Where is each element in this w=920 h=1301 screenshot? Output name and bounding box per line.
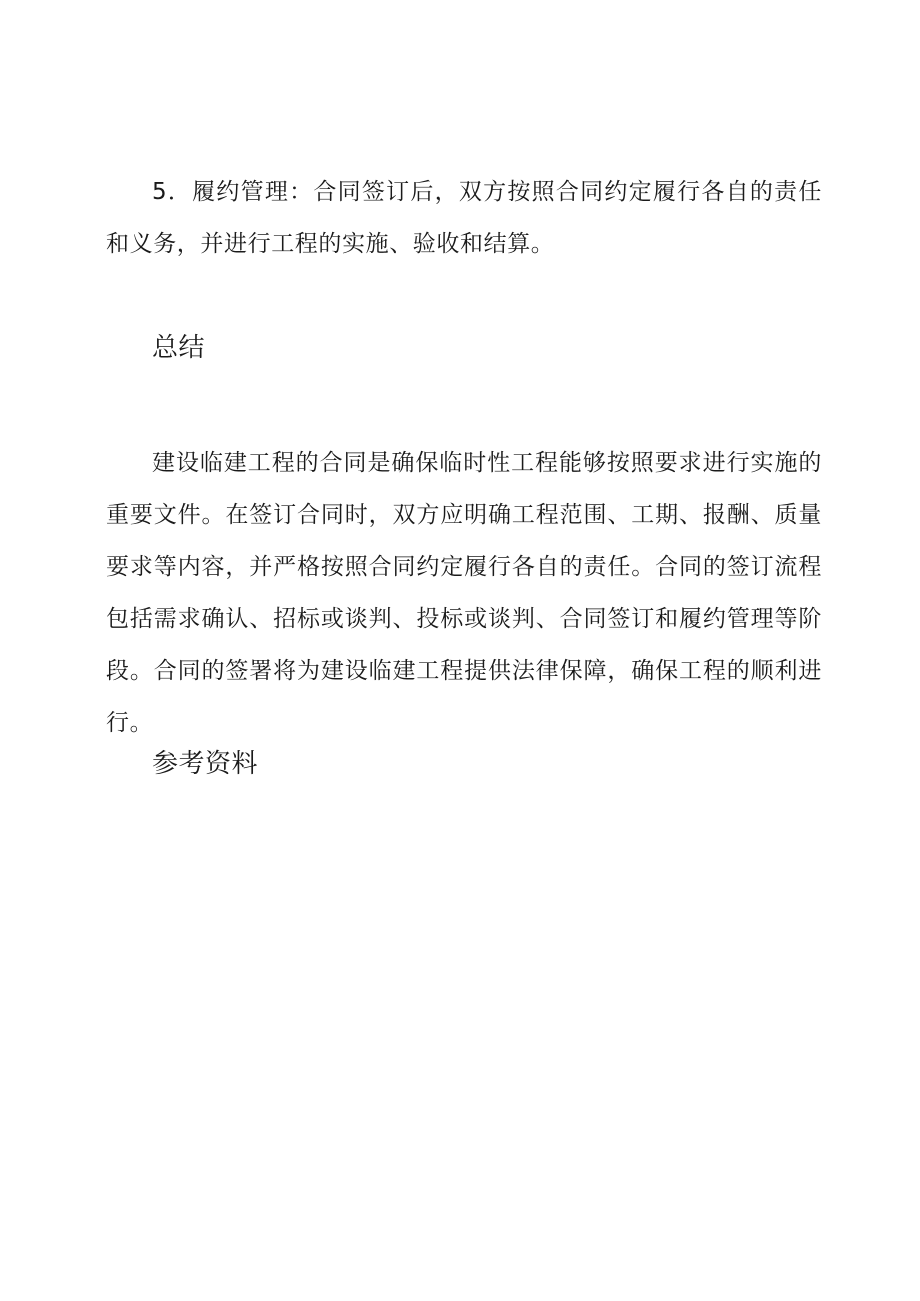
summary-heading: 总结 (152, 333, 206, 363)
summary-paragraph: 建设临建工程的合同是确保临时性工程能够按照要求进行实施的重要文件。在签订合同时，双方应明确工程范围、工期、报酬、质量要求等内容，并严格按照合同约定履行各自的责任。合同的签订流程包括需求确认、招标或谈判、投标或谈判、合同签订和履约管理等阶段。合同的签署将为建设临建工程提供法律保障，确保工程的顺利进行。 (106, 450, 822, 736)
references-heading: 参考资料 (152, 749, 259, 779)
item-5-paragraph: 5．履约管理：合同签订后，双方按照合同约定履行各自的责任和义务，并进行工程的实施、验收和结算。 (106, 179, 822, 257)
